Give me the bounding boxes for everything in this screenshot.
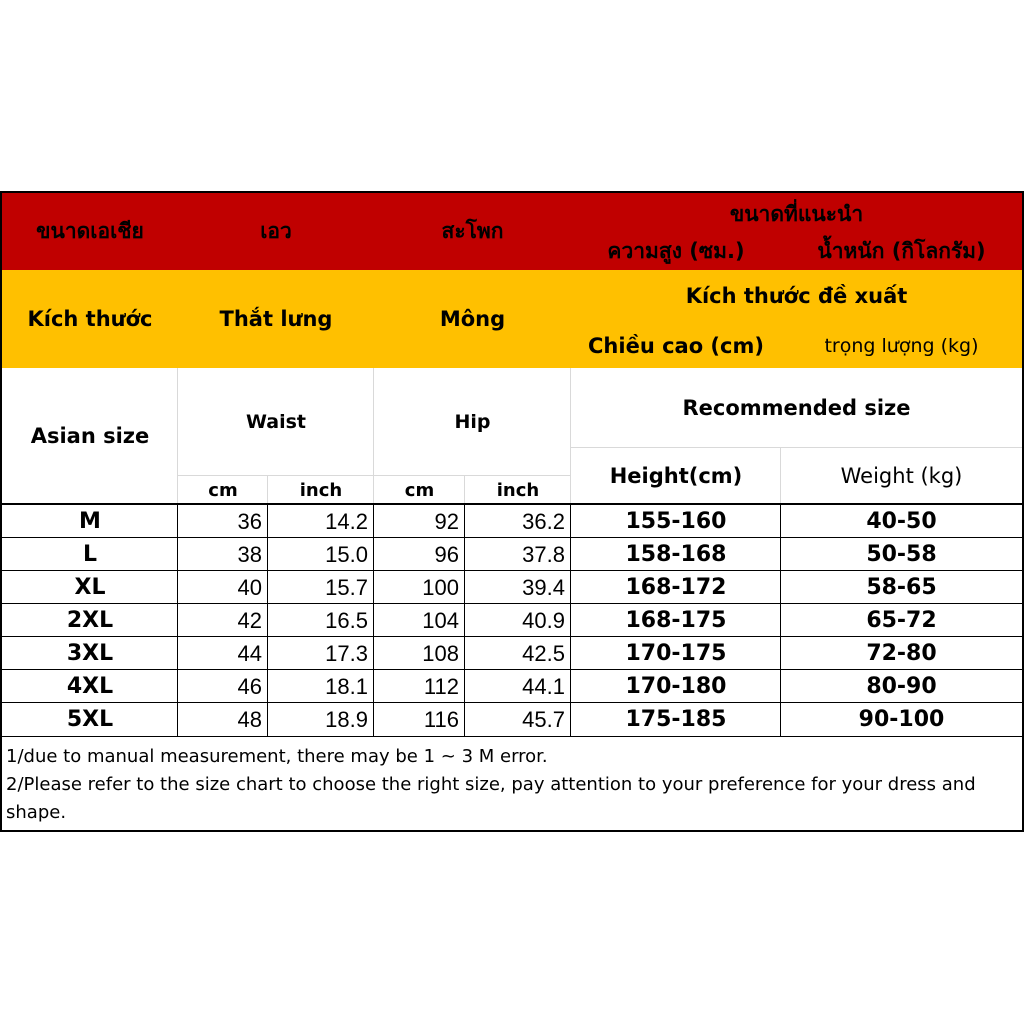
hip-inch-cell: 40.9: [522, 607, 565, 633]
viet-weight-label: trọng lượng (kg): [824, 335, 979, 357]
table-row: [2, 604, 1022, 637]
height-range-cell: 158-168: [625, 542, 727, 567]
waist-cm-cell: 44: [237, 640, 262, 666]
weight-range-cell: 58-65: [866, 575, 937, 600]
weight-range-cell: 65-72: [866, 608, 937, 633]
hip-inch-cell: 44.1: [522, 673, 565, 699]
hip-inch-cell: 42.5: [522, 640, 565, 666]
waist-inch-cell: 15.7: [325, 574, 368, 600]
hip-cm-cell: 100: [422, 574, 459, 600]
viet-hip-label: Mông: [439, 307, 506, 331]
note-1: 1/due to manual measurement, there may be 1 ~ 3 M error.: [6, 746, 548, 767]
table-row: [2, 670, 1022, 703]
viet-waist-label: Thắt lưng: [219, 307, 333, 331]
hip-cm-cell: 112: [423, 673, 459, 699]
height-range-cell: 155-160: [625, 509, 727, 534]
waist-inch-cell: 17.3: [325, 640, 368, 666]
table-row: [2, 538, 1022, 571]
hip-header: Hip: [454, 411, 491, 433]
viet-recommended-label: Kích thước đề xuất: [685, 284, 908, 308]
waist-cm-cell: 40: [237, 574, 262, 600]
hip-cm-cell: 116: [423, 706, 459, 732]
thai-height-label: ความสูง (ซม.): [607, 238, 745, 263]
waist-inch-cell: 18.9: [325, 706, 368, 732]
thai-weight-label: น้ำหนัก (กิโลกรัม): [817, 238, 986, 263]
weight-range-cell: 90-100: [858, 707, 945, 732]
thai-size-label: ขนาดเอเชีย: [36, 219, 144, 243]
waist-cm-cell: 36: [237, 508, 262, 534]
hip-inch-cell: 36.2: [522, 508, 565, 534]
hip-cm-cell: 92: [434, 508, 459, 534]
waist-cm-cell: 38: [237, 541, 262, 567]
table-row: [2, 505, 1022, 538]
size-cell: 5XL: [66, 707, 114, 732]
thai-header-band: [2, 193, 1022, 270]
size-cell: 3XL: [66, 641, 114, 666]
thai-waist-label: เอว: [260, 219, 292, 243]
weight-header: Weight (kg): [840, 464, 963, 488]
weight-range-cell: 80-90: [866, 674, 937, 699]
height-range-cell: 175-185: [625, 707, 727, 732]
weight-range-cell: 40-50: [866, 509, 937, 534]
recommended-size-header: Recommended size: [682, 396, 911, 420]
hip-cm-cell: 104: [422, 607, 459, 633]
weight-range-cell: 72-80: [866, 641, 937, 666]
viet-size-label: Kích thước: [27, 307, 153, 331]
notes: [6, 743, 1018, 827]
hip-cm-header: cm: [404, 479, 435, 501]
waist-inch-cell: 16.5: [325, 607, 368, 633]
weight-range-cell: 50-58: [866, 542, 937, 567]
size-chart: [0, 191, 1024, 832]
waist-inch-cell: 14.2: [325, 508, 368, 534]
vietnamese-header-band: [2, 270, 1022, 368]
table-row: [2, 703, 1022, 736]
waist-inch-cell: 15.0: [325, 541, 368, 567]
hip-inch-cell: 37.8: [522, 541, 565, 567]
height-range-cell: 170-180: [625, 674, 727, 699]
size-cell: M: [79, 509, 101, 534]
hip-cm-cell: 108: [422, 640, 459, 666]
hip-inch-cell: 45.7: [522, 706, 565, 732]
hip-cm-cell: 96: [434, 541, 459, 567]
hip-inch-cell: 39.4: [522, 574, 565, 600]
height-header: Height(cm): [609, 464, 743, 488]
waist-cm-cell: 48: [237, 706, 262, 732]
viet-height-label: Chiều cao (cm): [588, 334, 764, 358]
height-range-cell: 168-175: [625, 608, 727, 633]
waist-inch-header: inch: [299, 479, 343, 501]
waist-header: Waist: [245, 411, 306, 433]
thai-recommended-label: ขนาดที่แนะนำ: [729, 201, 864, 226]
hip-inch-header: inch: [496, 479, 540, 501]
asian-size-header: Asian size: [30, 424, 150, 448]
size-cell: 2XL: [66, 608, 114, 633]
height-range-cell: 170-175: [625, 641, 727, 666]
size-cell: L: [82, 542, 98, 567]
thai-hip-label: สะโพก: [441, 219, 504, 243]
size-cell: XL: [74, 575, 106, 600]
size-cell: 4XL: [66, 674, 114, 699]
waist-inch-cell: 18.1: [325, 673, 368, 699]
note-2: 2/Please refer to the size chart to choose the right size, pay attention to your preference for your dress and shape.: [6, 774, 976, 823]
table-row: [2, 637, 1022, 670]
waist-cm-cell: 46: [237, 673, 262, 699]
waist-cm-cell: 42: [237, 607, 262, 633]
height-range-cell: 168-172: [625, 575, 727, 600]
waist-cm-header: cm: [208, 479, 238, 501]
table-row: [2, 571, 1022, 604]
